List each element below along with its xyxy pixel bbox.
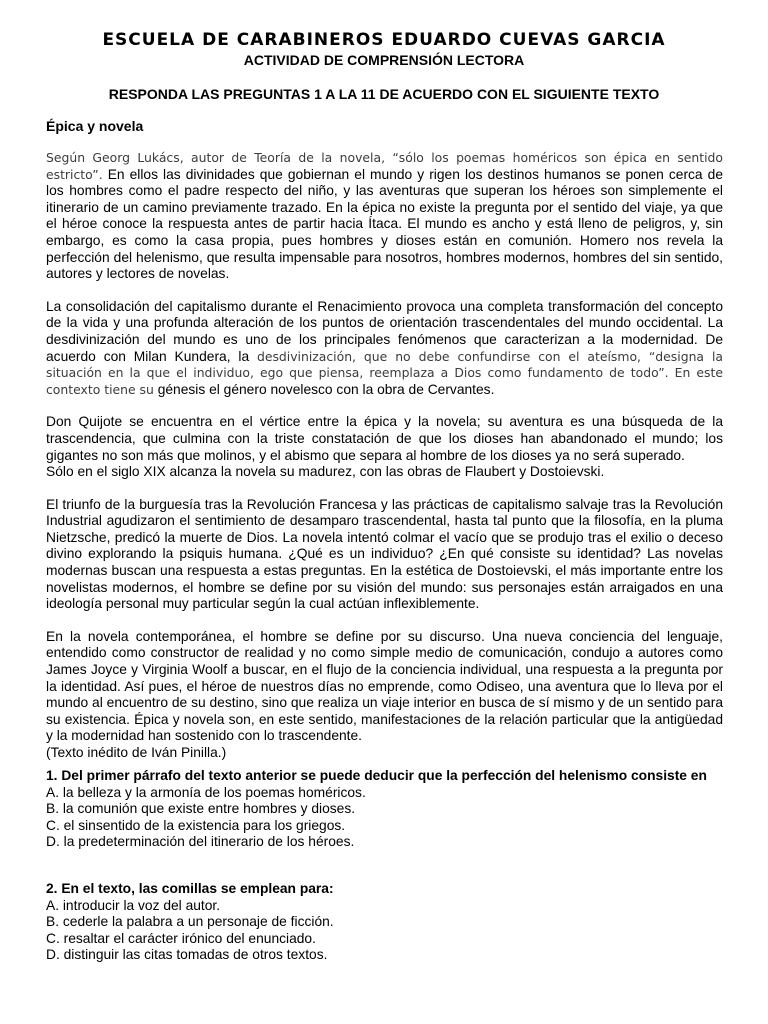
instructions: RESPONDA LAS PREGUNTAS 1 A LA 11 DE ACUERDO CON EL SIGUIENTE TEXTO	[108, 86, 660, 102]
paragraph-5-body: En la novela contemporánea, el hombre se define por su discurso. Una nueva conciencia del lenguaje, entendido como constructor de realidad y no como simple medio de comunicación, condujo a autores como James Joyce y Virginia Woolf a buscar, en el flujo de la conciencia individual, una respuesta a la pregunta por la identidad. Así pues, el héroe de nuestros días no emprende, como Odiseo, una aventura que lo lleva por el mundo al encuentro de su destino, sino que realiza un viaje interior en busca de sí mismo y de un sentido para su existencia. Épica y novela son, en este sentido, manifestaciones de la relación particular que la antigüedad y la modernidad han sostenido con lo trascendente.	[46, 628, 723, 744]
question-2-title: 2. En el texto, las comillas se emplean para:	[46, 881, 334, 896]
paragraph-1	[46, 150, 723, 283]
question-2-option-a: A. introducir la voz del autor.	[46, 897, 221, 913]
school-name: ESCUELA DE CARABINEROS EDUARDO CUEVAS GARCIA	[102, 30, 666, 50]
question-1-option-b: B. la comunión que existe entre hombres y dioses.	[46, 801, 356, 817]
question-2-option-b: B. cederle la palabra a un personaje de ficción.	[46, 914, 334, 930]
paragraph-1-body: En ellos las divinidades que gobiernan el mundo y rigen los destinos humanos se ponen cerca de los hombres como el padre respecto del niño, y las aventuras que superan los héroes son simplemente el itinerario de un camino previamente trazado. En la épica no existe la pregunta por el sentido del viaje, ya que el héroe conoce la respuesta antes de partir hacia Ítaca. El mundo es ancho y está lleno de peligros, y, sin embargo, es como la casa propia, pues hombres y dioses están en comunión. Homero nos revela la perfección del helenismo, que resulta impensable para nosotros, hombres modernos, hombres del sin sentido, autores y lectores de novelas.	[46, 166, 723, 282]
lukacs-quote: Según Georg Lukács, autor de Teoría de la novela, “sólo los poemas homéricos son épica en sentido estricto”.	[46, 150, 723, 182]
paragraph-4: El triunfo de la burguesía tras la Revolución Francesa y las prácticas de capitalismo salvaje tras la Revolución Industrial agudizaron el sentimiento de desamparo trascendental, hasta tal punto que la filosofía, en la pluma Nietzsche, predicó la muerte de Dios. La novela intentó colmar el vacío que se produjo tras el exilio o deceso divino explorando la psiquis humana. ¿Qué es un individuo? ¿En qué consiste su identidad? Las novelas modernas buscan una respuesta a estas preguntas. En la estética de Dostoievski, el más importante entre los novelistas modernos, el hombre se define por su visión del mundo: sus personajes están arraigados en una ideología personal muy particular según la cual actúan inflexiblemente.	[46, 496, 723, 612]
question-2-option-d: D. distinguir las citas tomadas de otros textos.	[46, 947, 328, 963]
question-1-option-d: D. la predeterminación del itinerario de los héroes.	[46, 834, 355, 850]
paragraph-5	[46, 629, 723, 762]
text-source: (Texto inédito de Iván Pinilla.)	[46, 745, 227, 760]
paragraph-2-start: La consolidación del capitalismo durante el Renacimiento provoca una completa transformación del concepto de la vida y una profunda alteración de los puntos de orientación trascendentales del mundo occidental. La desdivinización del mundo es uno de los principales fenómenos que caracterizan a la modernidad. De acuerdo con Milan Kundera, la	[46, 298, 723, 364]
paragraph-2-end: génesis el género novelesco con la obra de Cervantes.	[153, 381, 495, 397]
question-2	[46, 881, 723, 964]
text-title: Épica y novela	[46, 118, 144, 134]
question-1	[46, 768, 723, 851]
paragraph-2	[46, 299, 723, 399]
question-1-option-c: C. el sinsentido de la existencia para los griegos.	[46, 817, 346, 833]
paragraph-3-last-line: Sólo en el siglo XIX alcanza la novela su madurez, con las obras de Flaubert y Dostoievski.	[46, 464, 605, 480]
question-1-title: 1. Del primer párrafo del texto anterior se puede deducir que la perfección del helenismo consiste en	[46, 768, 707, 783]
activity-title: ACTIVIDAD DE COMPRENSIÓN LECTORA	[243, 52, 525, 68]
question-1-option-a: A. la belleza y la armonía de los poemas homéricos.	[46, 784, 366, 800]
reading-text	[46, 150, 723, 762]
paragraph-3-body: Don Quijote se encuentra en el vértice entre la épica y la novela; su aventura es una búsqueda de la trascendencia, que culmina con la triste constatación de que los dioses han abandonado el mundo; los gigantes no son más que molinos, y el abismo que separa al hombre de los dioses ya no será superado.	[46, 414, 723, 463]
paragraph-3	[46, 414, 723, 480]
question-2-option-c: C. resaltar el carácter irónico del enunciado.	[46, 930, 316, 946]
kundera-quote: desdivinización, que no debe confundirse con el ateísmo, “designa la situación en la que el individuo, ego que piensa, reemplaza a Dios como fundamento de todo”. En este contexto tiene su	[46, 348, 723, 397]
